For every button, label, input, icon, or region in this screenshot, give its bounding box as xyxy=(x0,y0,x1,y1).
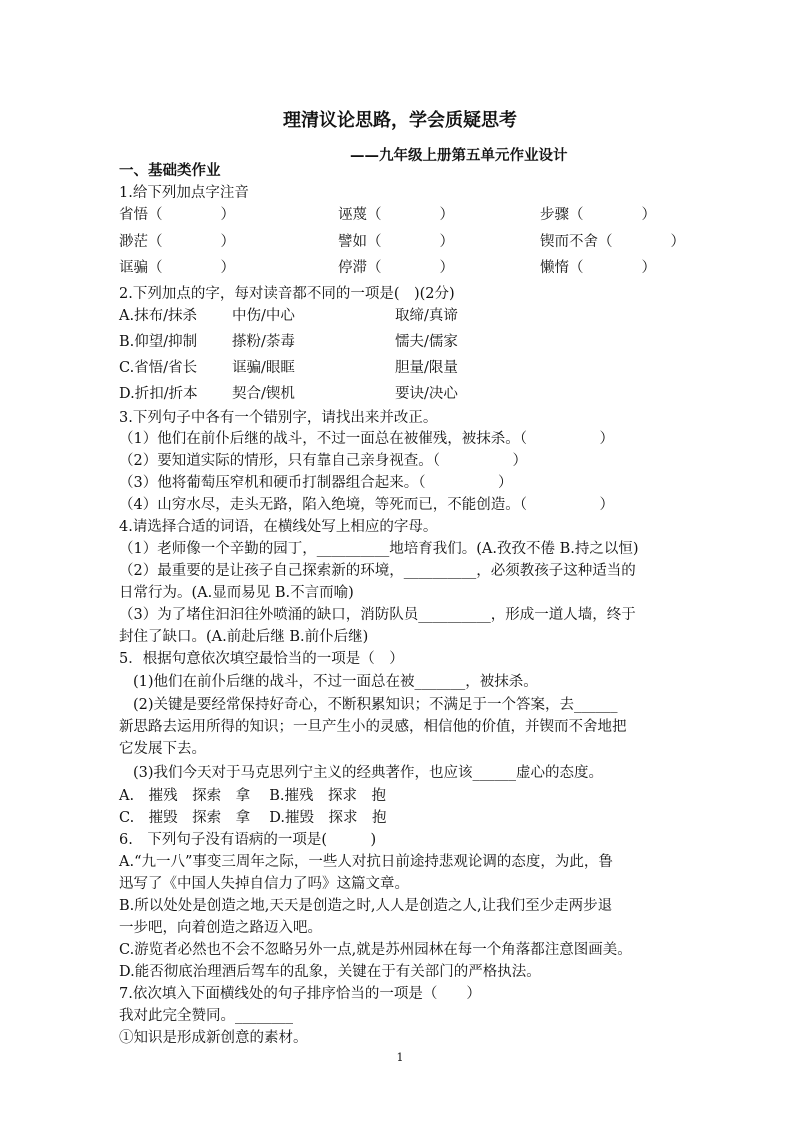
q2-part: 搽粉/荼毒 xyxy=(232,334,295,350)
q4-stem: 4.请选择合适的词语，在横线处写上相应的字母。 xyxy=(119,519,438,535)
q6-stem: 6. 下列句子没有语病的一项是( ) xyxy=(119,832,377,848)
q1-item: 渺茫（ ） xyxy=(119,234,235,250)
q2-part: D.折扣/折本 xyxy=(119,386,198,402)
q1-item: 省悟（ ） xyxy=(119,207,235,223)
q6-line: A.“九一八”事变三周年之际，一些人对抗日前途持悲观论调的态度，为此，鲁 xyxy=(119,854,613,870)
q3-item: （2）要知道实际的情形，只有靠自己亲身视查。（ ） xyxy=(119,453,527,469)
q2-part: 中伤/中心 xyxy=(232,308,295,324)
q2-part: 契合/锲机 xyxy=(232,386,295,402)
q5-option: A. 摧残 探索 拿 B.摧残 探求 抱 xyxy=(119,788,386,804)
q2-part: 取缔/真谛 xyxy=(395,308,458,324)
q3-item: （3）他将葡萄压窄机和硬币打制器组合起来。（ ） xyxy=(119,475,513,491)
q5-line: 新思路去运用所得的知识；一旦产生小的灵感，相信他的价值，并锲而不舍地把 xyxy=(119,719,627,735)
q1-item: 譬如（ ） xyxy=(338,234,454,250)
q5-line: 它发展下去。 xyxy=(119,741,206,757)
section-heading: 一、基础类作业 xyxy=(119,163,221,179)
q1-item: 步骤（ ） xyxy=(540,207,656,223)
page-number: 1 xyxy=(396,1051,404,1064)
q6-line: D.能否彻底治理酒后驾车的乱象，关键在于有关部门的严格执法。 xyxy=(119,964,541,980)
q5-line: (3)我们今天对于马克思列宁主义的经典著作，也应该______虚心的态度。 xyxy=(133,765,604,781)
q4-line: （1）老师像一个辛勤的园丁，__________地培育我们。(A.孜孜不倦 B.持之以恒) xyxy=(119,541,639,557)
q4-line: 日常行为。(A.显而易见 B.不言而喻) xyxy=(119,585,354,601)
q2-part: 诓骗/眼眶 xyxy=(232,360,295,376)
q7-line: ①知识是形成新创意的素材。 xyxy=(119,1030,308,1046)
q7-line: 我对此完全赞同。________ xyxy=(119,1008,293,1024)
q2-part: B.仰望/抑制 xyxy=(119,334,198,350)
q2-part: 胆量/限量 xyxy=(395,360,458,376)
q1-item: 懒惰（ ） xyxy=(540,260,656,276)
page-subtitle: ——九年级上册第五单元作业设计 xyxy=(350,148,568,164)
q5-option: C. 摧毁 探索 拿 D.摧毁 探求 抱 xyxy=(119,810,387,826)
q4-line: 封住了缺口。(A.前赴后继 B.前仆后继) xyxy=(119,629,369,645)
q7-stem: 7.依次填入下面横线处的句子排序恰当的一项是（ ） xyxy=(119,986,481,1002)
q1-item: 锲而不舍（ ） xyxy=(540,234,685,250)
q6-line: B.所以处处是创造之地,天天是创造之时,人人是创造之人,让我们至少走两步退 xyxy=(119,898,613,914)
q2-part: 要诀/决心 xyxy=(395,386,458,402)
q3-item: （4）山穷水尽，走头无路，陷入绝境，等死而已，不能创造。（ ） xyxy=(119,497,614,513)
q1-stem: 1.给下列加点字注音 xyxy=(119,185,249,201)
q6-line: 迅写了《中国人失掉自信力了吗》这篇文章。 xyxy=(119,876,409,892)
q6-line: 一步吧，向着创造之路迈入吧。 xyxy=(119,920,322,936)
q1-item: 停滞（ ） xyxy=(338,260,454,276)
q2-part: C.省悟/省长 xyxy=(119,360,198,376)
q5-stem: 5．根据句意依次填空最恰当的一项是（ ） xyxy=(119,651,404,667)
q2-stem: 2.下列加点的字，每对读音都不同的一项是( )(2分) xyxy=(119,286,455,302)
q1-item: 诬蔑（ ） xyxy=(338,207,454,223)
q4-line: （2）最重要的是让孩子自己探索新的环境，__________，必须教孩子这种适当的 xyxy=(119,563,636,579)
q2-part: A.抹布/抹杀 xyxy=(119,308,197,324)
q2-part: 懦夫/儒家 xyxy=(395,334,458,350)
q3-stem: 3.下列句子中各有一个错别字，请找出来并改正。 xyxy=(119,410,438,426)
q1-item: 诓骗（ ） xyxy=(119,260,235,276)
page-title: 理清议论思路，学会质疑思考 xyxy=(283,110,517,131)
q3-item: （1）他们在前仆后继的战斗，不过一面总在被催残，被抹杀。（ ） xyxy=(119,431,614,447)
q4-line: （3）为了堵住汩汩往外喷涌的缺口，消防队员__________，形成一道人墙，终于 xyxy=(119,607,636,623)
q5-line: (2)关键是要经常保持好奇心，不断积累知识；不满足于一个答案，去______ xyxy=(133,697,618,713)
q6-line: C.游览者必然也不会不忽略另外一点,就是苏州园林在每一个角落都注意图画美。 xyxy=(119,942,632,958)
q5-line: (1)他们在前仆后继的战斗，不过一面总在被_______，被抹杀。 xyxy=(133,674,538,690)
